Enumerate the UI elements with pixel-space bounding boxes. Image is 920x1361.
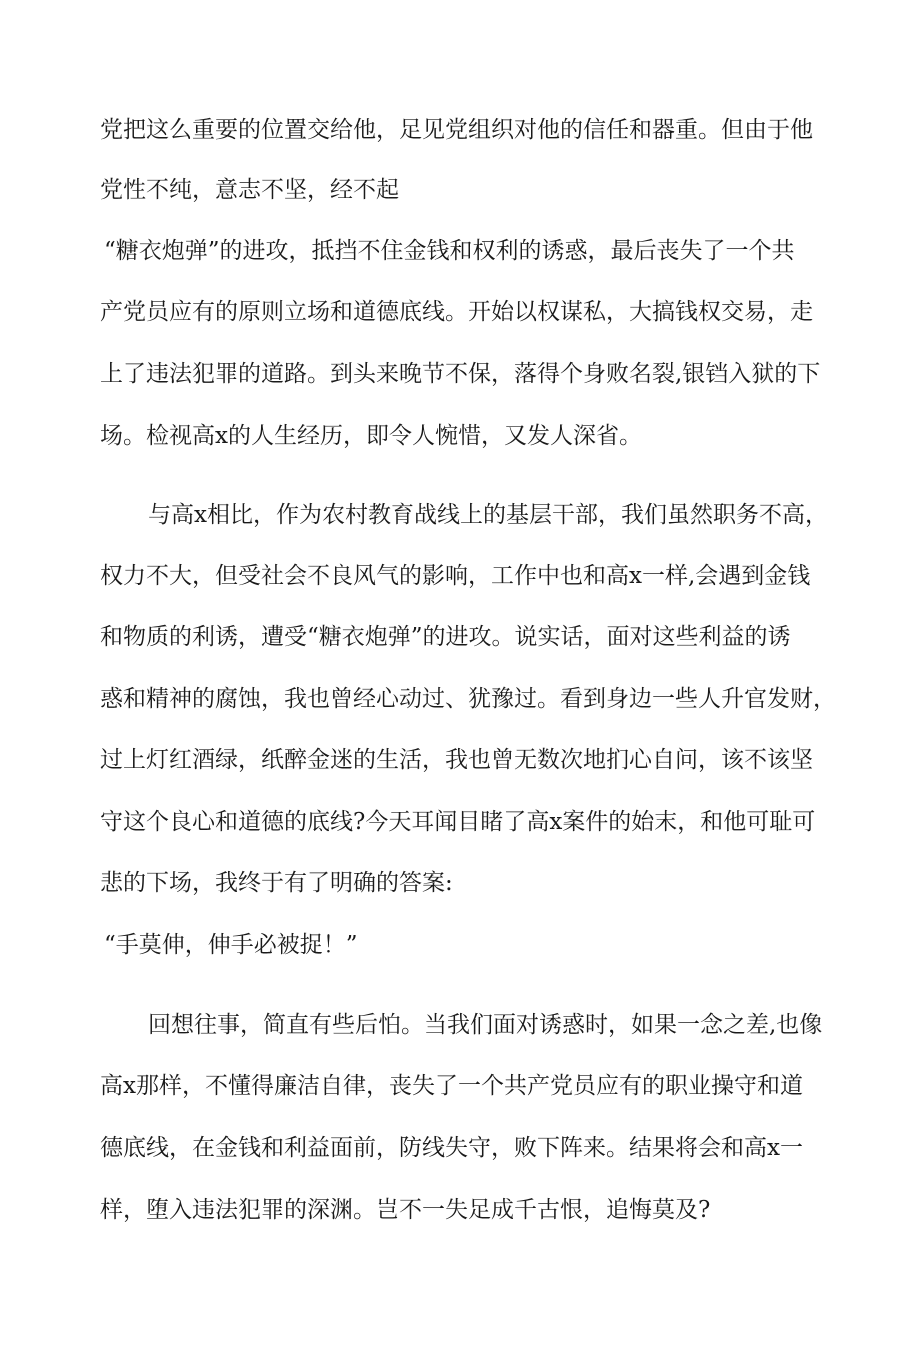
text-line: 党把这么重要的位置交给他，足见党组织对他的信任和器重。但由于他 — [100, 117, 813, 143]
text-line: 产党员应有的原则立场和道德底线。开始以权谋私，大搞钱权交易，走 — [100, 299, 813, 325]
text-line: 悲的下场，我终于有了明确的答案: — [100, 870, 453, 896]
text-line: 德底线，在金钱和利益面前，防线失守，败下阵来。结果将会和高x一 — [100, 1135, 803, 1161]
text-line: 与高x相比，作为农村教育战线上的基层干部，我们虽然职务不高， — [148, 502, 828, 528]
text-line: 守这个良心和道德的底线?今天耳闻目睹了高x案件的始末，和他可耻可 — [100, 809, 816, 835]
text-line: 回想往事，简直有些后怕。当我们面对诱惑时，如果一念之差,也像 — [148, 1012, 823, 1038]
text-line: 和物质的利诱，遭受“糖衣炮弹”的进攻。说实话，面对这些利益的诱 — [100, 624, 791, 650]
text-line: 党性不纯，意志不坚，经不起 — [100, 177, 399, 203]
text-line: “手莫伸，伸手必被捉！” — [104, 932, 358, 958]
text-line: 上了违法犯罪的道路。到头来晚节不保，落得个身败名裂,银铛入狱的下 — [100, 361, 821, 387]
text-line: 场。检视高x的人生经历，即令人惋惜，又发人深省。 — [100, 423, 642, 449]
text-line: 权力不大，但受社会不良风气的影响，工作中也和高x一样,会遇到金钱 — [100, 563, 811, 589]
text-line: “糖衣炮弹”的进攻，抵挡不住金钱和权利的诱惑，最后丧失了一个共 — [104, 238, 795, 264]
text-line: 惑和精神的腐蚀，我也曾经心动过、犹豫过。看到身边一些人升官发财， — [100, 686, 836, 712]
text-line: 过上灯红酒绿，纸醉金迷的生活，我也曾无数次地扪心自问，该不该坚 — [100, 747, 813, 773]
text-line: 样，堕入违法犯罪的深渊。岂不一失足成千古恨，追悔莫及? — [100, 1197, 711, 1223]
text-line: 高x那样，不懂得廉洁自律，丧失了一个共产党员应有的职业操守和道 — [100, 1073, 803, 1099]
